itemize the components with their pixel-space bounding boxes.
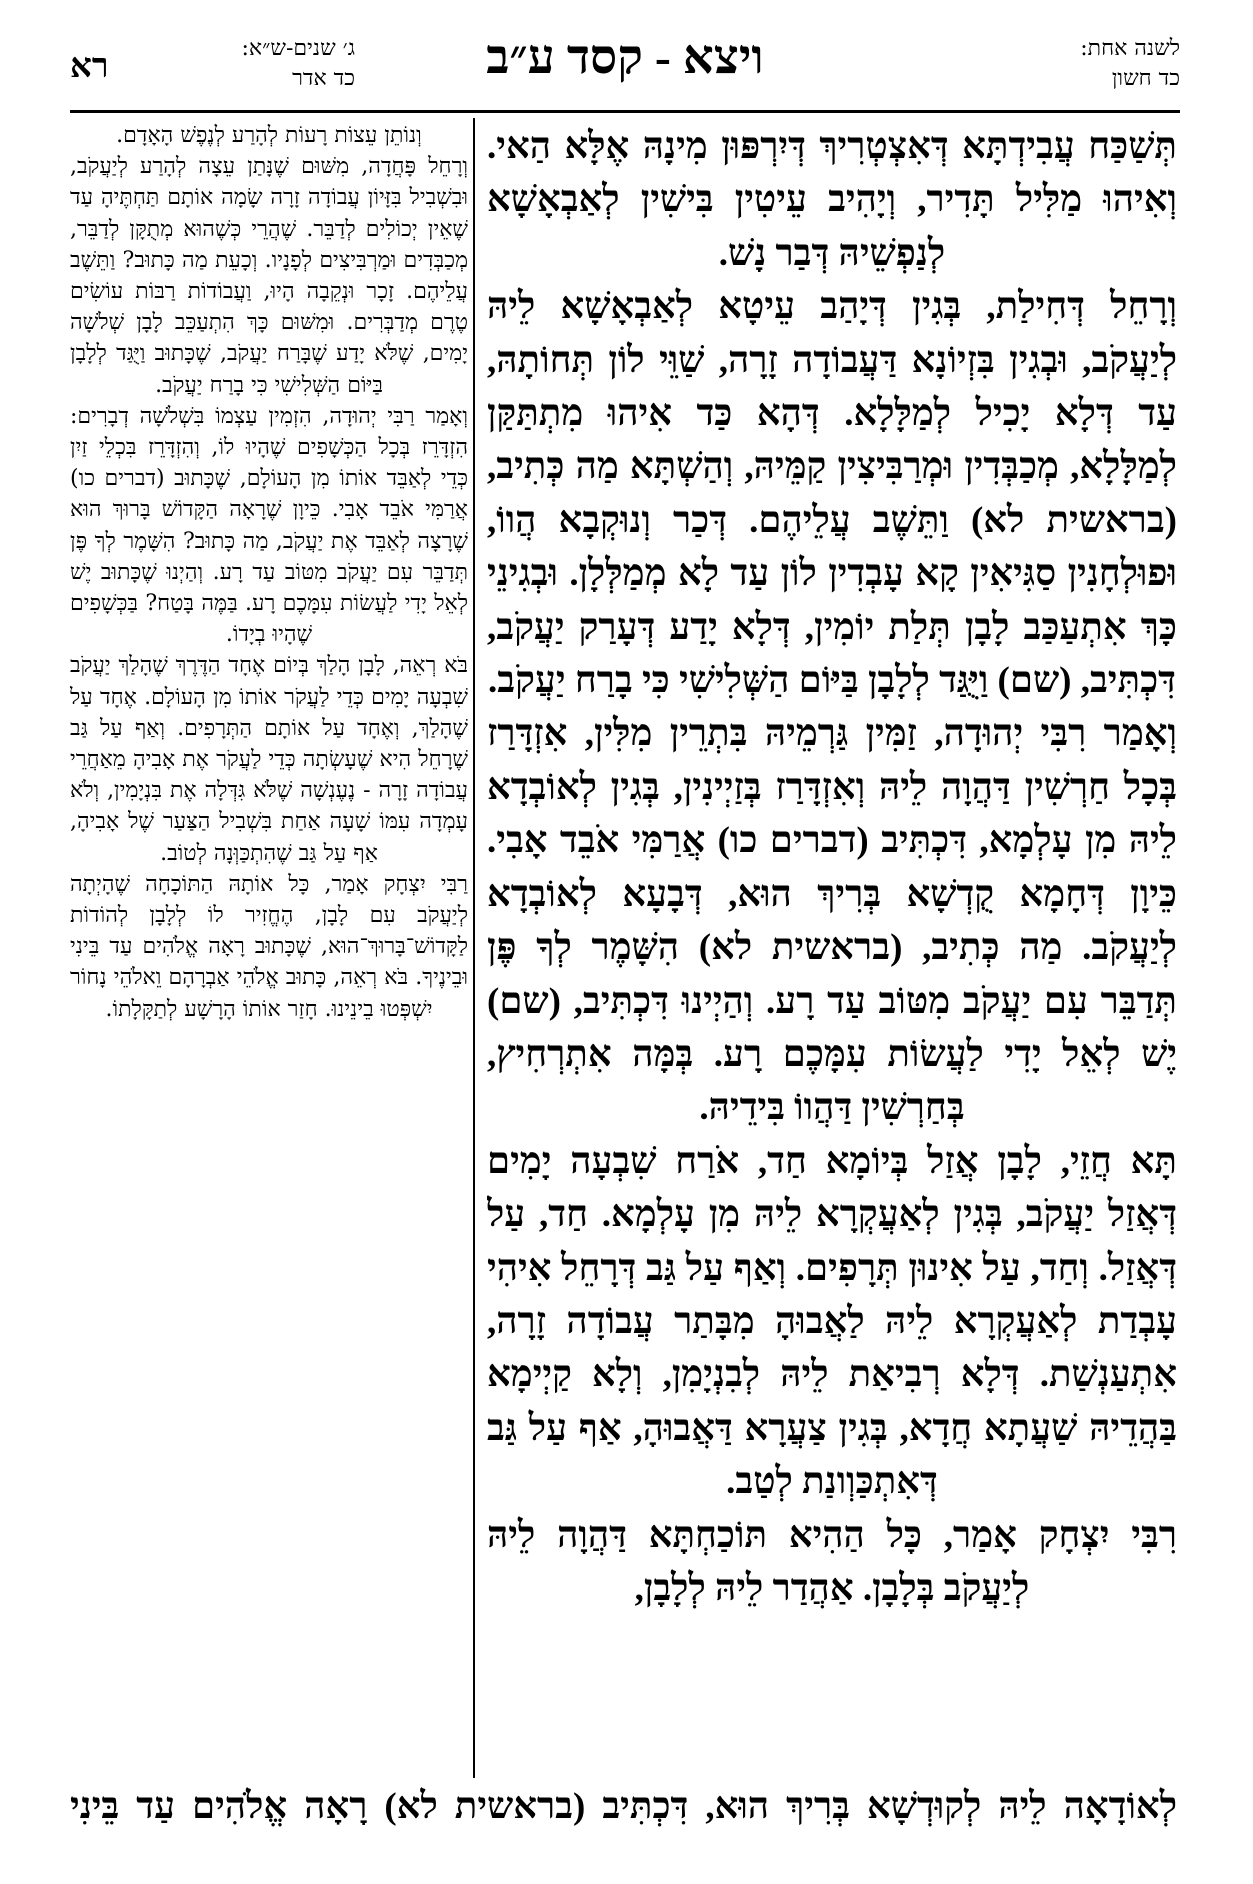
side-paragraph: בֹּא רְאֵה, לָבָן הָלַךְ בְּיוֹם אֶחָד הַדֶּרֶךְ שֶׁהָלַךְ יַעֲקֹב שִׁבְעָה יָמִים כְּדֵי לַעֲקֹר אוֹתוֹ מִן הָעוֹלָם. אֶחָד עַל שֶׁהָלַךְ, וְאֶחָד עַל אוֹתָם הַתְּרָפִים. וְאַף עַל גַּב שֶׁרָחֵל הִיא שֶׁעָשְׂתָה כְּדֵי לַעֲקֹר אֶת אָבִיהָ מֵאַחֲרֵי עֲבוֹדָה זָרָה - נֶעֶנְשָׁה שֶׁלֹּא גִּדְּלָה אֶת בִּנְיָמִין, וְלֹא עָמְדָה עִמּוֹ שָׁעָה אַחַת בִּשְׁבִיל הַצַּעַר שֶׁל אָבִיהָ, אַף עַל גַּב שֶׁהִתְכַּוְּנָה לְטוֹב. (70, 653, 468, 866)
side-paragraph: וְרָחֵל פָּחֲדָה, מִשּׁוּם שֶׁנָּתַן עֵצָה לְהָרַע לְיַעֲקֹב, וּבִשְׁבִיל בִּזָּיוֹן עֲבוֹדָה זָרָה שָׂמָה אוֹתָם תַּחְתֶּיהָ עַד שֶׁאֵין יְכוֹלִים לְדַבֵּר. שֶׁהֲרֵי כְּשֶׁהוּא מְתֻקָּן לְדַבֵּר, מְכַבְּדִים וּמַרְבִּיצִים לְפָנָיו. וְכָעֵת מַה כָּתוּב? וַתֵּשֶׁב עֲלֵיהֶם. זָכָר וּנְקֵבָה הָיוּ, וַעֲבוֹדוֹת רַבּוֹת עוֹשִׂים טֶרֶם מְדַבְּרִים. וּמִשּׁוּם כָּךְ הִתְעַכֵּב לָבָן שְׁלֹשָׁה יָמִים, שֶׁלֹּא יָדַע שֶׁבָּרַח יַעֲקֹב, שֶׁכָּתוּב וַיֻּגַּד לְלָבָן בַּיּוֹם הַשְּׁלִישִׁי כִּי בָרַח יַעֲקֹב. (70, 154, 468, 398)
main-paragraph: רִבִּי יִצְחָק אָמַר, כָּל הַהִיא תּוֹכַחְתָּא דַּהֲוָה לֵיהּ לְיַעֲקֹב בְּלָבָן. אַהֲדַר לֵיהּ לְלָבָן, (487, 1514, 1177, 1609)
page-header (70, 28, 1180, 118)
schedule-one-year-label: לשנה אחת: (1080, 36, 1180, 61)
main-paragraph: תְּשַׁכַּח עֲבִידְתָּא דְּאִצְטְרִיךְ דְּיִרְפּוּן מִינָהּ אֶלָּא הַאי. וְאִיהוּ מַלִּיל תָּדִיר, וְיָהִיב עֵיטִין בִּישִׁין לְאַבְאָשָׁא לְנַפְשֵׁיהּ דְּבַר נָשׁ. (487, 126, 1177, 274)
side-paragraph: וְאָמַר רַבִּי יְהוּדָה, הִזְמִין עַצְמוֹ בִּשְׁלֹשָׁה דְבָרִים: הִזְדָּרֵז בְּכָל הַכְּשָׁפִים שֶׁהָיוּ לוֹ, וְהִזְדָּרֵז בִּכְלֵי זַיִן כְּדֵי לְאַבֵּד אוֹתוֹ מִן הָעוֹלָם, שֶׁכָּתוּב (דברים כו) אֲרַמִּי אֹבֵד אָבִי. כֵּיוָן שֶׁרָאָה הַקָּדוֹשׁ בָּרוּךְ הוּא שֶׁרָצָה לְאַבֵּד אֶת יַעֲקֹב, מַה כָּתוּב? הִשָּׁמֶר לְךָ פֶּן תְּדַבֵּר עִם יַעֲקֹב מִטּוֹב עַד רָע. וְהַיְנוּ שֶׁכָּתוּב יֶשׁ לְאֵל יָדִי לַעֲשׂוֹת עִמָּכֶם רָע. בַּמֶּה בָּטַח? בַּכְּשָׁפִים שֶׁהָיוּ בְיָדוֹ. (70, 403, 468, 648)
main-paragraph: וְרָחֵל דְּחִילַת, בְּגִין דְּיָהַב עֵיטָא לְאַבְאָשָׁא לֵיהּ לְיַעֲקֹב, וּבְגִין בִּזְיוֹנָא דַּעֲבוֹדָה זָרָה, שַׁוֵּי לוֹן תְּחוֹתָהּ, עַד דְּלָא יָכִיל לְמַלָּלָא. דְּהָא כַּד אִיהוּ מִתְתַּקַּן לְמַלָּלָא, מְכַבְּדִין וּמְרַבִּיצִין קַמֵּיהּ, וְהַשְׁתָּא מַה כְּתִיב, (בראשית לא) וַתֵּשֶׁב עֲלֵיהֶם. דְּכַר וְנוּקְבָא הֲווֹ, וּפוּלְחָנִין סַגִּיאִין קָא עָבְדִין לוֹן עַד לָא מְמַלְּלָן. וּבְגִינֵי כָּךְ אִתְעַכַּב לָבָן תְּלַת יוֹמִין, דְּלָא יָדַע דְּעָרַק יַעֲקֹב, דִּכְתִּיב, (שם) וַיֻּגַּד לְלָבָן בַּיּוֹם הַשְּׁלִישִׁי כִּי בָרַח יַעֲקֹב. (487, 286, 1177, 702)
main-paragraph: וְאָמַר רִבִּי יְהוּדָה, זַמִּין גַּרְמֵיהּ בִּתְרֵין מִלִּין, אִזְדָּרַז בְּכָל חַרְשִׁין דַּהֲוָה לֵיהּ וְאִזְדָּרַז בְּזַיְינִין, בְּגִין לְאוֹבְדָא לֵיהּ מִן עָלְמָא, דִּכְתִּיב (דברים כו) אֲרַמִּי אֹבֵד אָבִי. כֵּיוָן דְּחָמָא קֻדְשָׁא בְּרִיךְ הוּא, דְּבָעָא לְאוֹבְדָא לְיַעֲקֹב. מַה כְּתִיב, (בראשית לא) הִשָּׁמֶר לְךָ פֶּן תְּדַבֵּר עִם יַעֲקֹב מִטּוֹב עַד רָע. וְהַיְינוּ דִּכְתִּיב, (שם) יֶשׁ לְאֵל יָדִי לַעֲשׂוֹת עִמָּכֶם רָע. בְּמָּה אִתְרְחִיץ, בְּחַרְשִׁין דַּהֲווֹ בִּידֵיהּ. (487, 713, 1177, 1129)
column-divider (473, 118, 475, 1778)
page-title: ויצא - קסד ע״ב (486, 31, 764, 84)
side-paragraph: רַבִּי יִצְחָק אָמַר, כָּל אוֹתָהּ הַתּוֹכָחָה שֶׁהָיְתָה לְיַעֲקֹב עִם לָבָן, הֶחֱזִיר לוֹ לְלָבָן לְהוֹדוֹת לַקָּדוֹשׁ־בָּרוּךְ־הוּא, שֶׁכָּתוּב רָאָה אֱלֹהִים עַד בֵּינִי וּבֵינֶיךָ. בֹּא רְאֵה, כָּתוּב אֱלֹהֵי אַבְרָהָם וֵאלֹהֵי נָחוֹר יִשְׁפְּטוּ בֵינֵינוּ. חָזַר אוֹתוֹ הָרָשָׁע לְתַקָּלָתוֹ. (70, 871, 468, 1022)
side-paragraph: וְנוֹתֵן עֵצוֹת רָעוֹת לְהָרַע לְנֶפֶשׁ הָאָדָם. (116, 123, 422, 148)
page-number: רא (70, 46, 109, 86)
schedule-one-year-date: כד חשון (1111, 66, 1180, 91)
main-paragraph: תָּא חֲזֵי, לָבָן אֲזַל בְּיוֹמָא חַד, אֹרַח שִׁבְעָה יָמִים דְּאֲזַל יַעֲקֹב, בְּגִין לְאַעֲקְרָא לֵיהּ מִן עָלְמָא. חַד, עַל דְּאֲזַל. וְחַד, עַל אִינוּן תְּרָפִים. וְאַף עַל גַּב דְּרָחֵל אִיהִי עָבְדַת לְאַעֲקְרָא לֵיהּ לַאֲבוּהָ מִבָּתַר עֲבוֹדָה זָרָה, אִתְעַנְשַׁת. דְּלָא רְבִיאַת לֵיהּ לְבִנְיָמִן, וְלָא קַיְימָא בַּהֲדֵיהּ שַׁעֲתָא חֲדָא, בְּגִין צַעֲרָא דַּאֲבוּהָ, אַף עַל גַּב דְּאִתְכַּוְונַת לְטַב. (487, 1140, 1177, 1503)
schedule-three-years-label: ג׳ שנים-ש״א: (241, 36, 355, 61)
schedule-one-year (1020, 34, 1180, 94)
schedule-three-years-date: כד אדר (292, 66, 355, 91)
aramaic-text-column (487, 120, 1177, 1780)
header-divider (70, 110, 1180, 113)
schedule-three-years (140, 34, 355, 94)
hebrew-translation-column (70, 120, 468, 1780)
bottom-continuation-line: לְאוֹדָאָה לֵיהּ לְקוּדְשָׁא בְּרִיךְ הוּא, דִּכְתִּיב (בראשית לא) רָאָה אֱלֹהִים עַד בֵּינִי (70, 1786, 1177, 1827)
